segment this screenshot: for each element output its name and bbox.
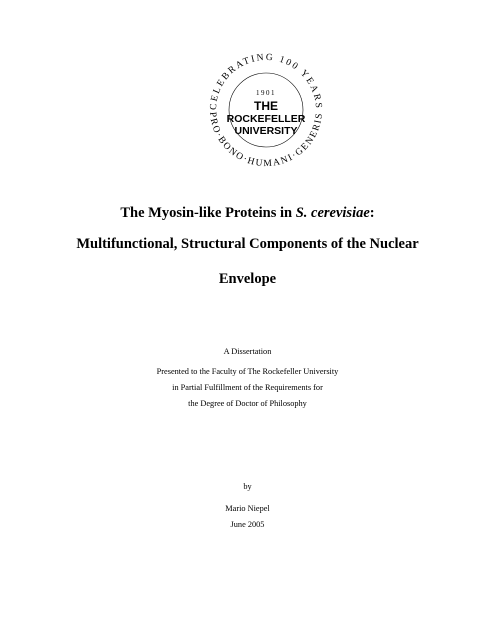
title-line-1-prefix: The Myosin-like Proteins in [120,205,296,221]
seal-year: 1901 [256,89,276,97]
degree-line: the Degree of Doctor of Philosophy [188,399,307,408]
seal-name-line3: UNIVERSITY [234,125,298,137]
seal-name-line1: THE [254,99,278,113]
fulfillment-line: in Partial Fulfillment of the Requirements for [172,383,323,392]
seal-name-line2: ROCKEFELLER [226,113,306,125]
author-name: Mario Niepel [225,504,270,513]
seal-top-arc-text: CELEBRATING 100 YEARS [208,52,324,111]
seal-bottom-arc-text: PRO·BONO·HUMANI·GENERIS [206,111,326,170]
presented-to-line: Presented to the Faculty of The Rockefeller University [156,367,339,376]
by-label: by [243,482,252,491]
dissertation-label: A Dissertation [223,347,272,356]
seal-graphic [198,42,334,178]
title-line-3: Envelope [218,271,277,287]
title-line-1 [0,205,495,222]
submission-date: June 2005 [230,520,265,529]
title-line-1-suffix: : [369,205,375,221]
university-seal [198,42,334,178]
title-line-2: Multifunctional, Structural Components of the Nuclear [76,236,419,252]
title-species-name: S. cerevisiae [295,205,370,221]
